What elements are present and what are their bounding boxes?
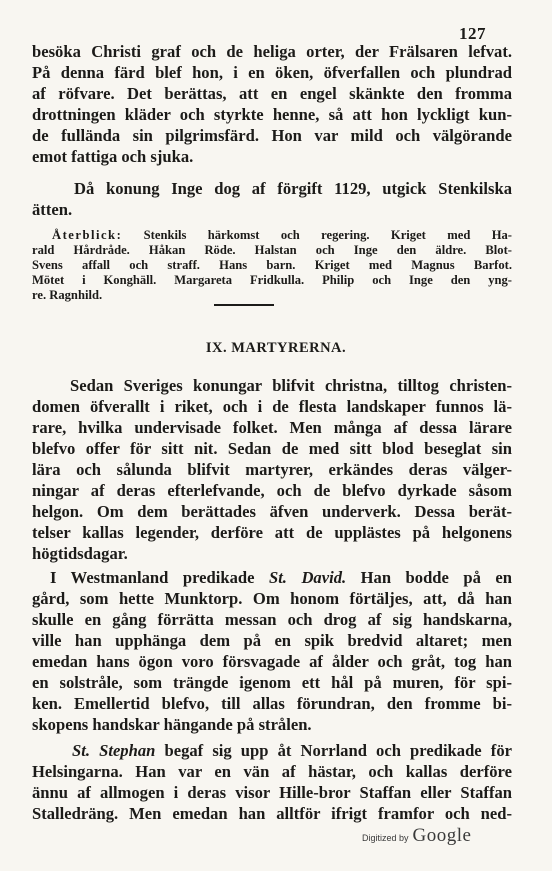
digitized-label: Digitized by xyxy=(362,833,409,843)
text-line: emedan hans ögon voro försvagade af ålder och gråt, tog han xyxy=(32,652,512,671)
text-line: skulle en gång förrätta messan och drog af sig handskarna, xyxy=(32,610,512,629)
saint-name: St. Stephan xyxy=(72,741,156,760)
text-line: skopens handskar hängande på strålen. xyxy=(32,715,312,734)
section-heading: IX. MARTYRERNA. xyxy=(205,340,347,356)
text-line: helgon. Om dem berättades äfven underverk. Dessa berät- xyxy=(32,502,512,521)
text-line: en solstråle, som trängde igenom ett hål på muren, för spi- xyxy=(32,673,512,692)
text-line: Helsingarna. Han var en vän af hästar, och kallas derföre xyxy=(32,762,512,781)
text-line: gård, som hette Munktorp. Om honom förtäljes, att, då han xyxy=(32,589,512,608)
recap-label: Återblick: xyxy=(52,228,123,242)
text-line: Då konung Inge dog af förgift 1129, utgick Stenkilska xyxy=(74,179,512,198)
google-logo: Google xyxy=(412,825,472,846)
text-line: besöka Christi graf och de heliga orter, der Frälsaren lefvat. xyxy=(32,42,512,61)
recap-line: Svens affall och straff. Hans barn. Kriget med Magnus Barfot. xyxy=(32,258,512,272)
text-line: emot fattiga och sjuka. xyxy=(32,147,194,166)
text-line: ännu af allmogen i deras visor Hille-bror Staffan eller Staffan xyxy=(32,783,512,802)
digitized-watermark xyxy=(362,825,471,847)
page-number: 127 xyxy=(459,24,486,43)
text-line: St. Stephan begaf sig upp åt Norrland och predikade för xyxy=(72,741,512,760)
text-line: högtidsdagar. xyxy=(32,544,128,563)
text-line: ken. Emellertid blefvo, till allas förundran, den fromme bi- xyxy=(32,694,512,713)
text-line: blefvo offer för sitt nit. Sedan de med sitt blod beseglat sin xyxy=(32,439,512,458)
text-line: domen öfverallt i riket, och i de flesta landskaper funnos lä- xyxy=(32,397,512,416)
saint-name: St. David. xyxy=(268,568,347,587)
text-line: de fulländа sin pilgrimsfärd. Hon var mild och välgörande xyxy=(32,126,512,145)
text-line: drottningen kläder och styrkte henne, så att hon lyckligt kun- xyxy=(32,105,512,124)
recap-line: Mötet i Konghäll. Margareta Fridkulla. Philip och Inge den yng- xyxy=(32,273,512,287)
text-line: rare, hvilka undervisade folket. Men många af dessa lärare xyxy=(32,418,512,437)
text-line: ville han upphänga dem på en spik bredvid altaret; men xyxy=(32,631,512,650)
recap-line: re. Ragnhild. xyxy=(32,288,103,302)
text-line: I Westmanland predikade St. David. Han bodde på en xyxy=(50,568,512,587)
text-line: lära och sålunda blifvit martyrer, erkändes deras välger- xyxy=(32,460,512,479)
text-line: Stalledräng. Men emedan han alltför ifrigt framfor och ned- xyxy=(32,804,512,823)
text-line: af röfvare. Det berättas, att en engel skänkte den fromma xyxy=(32,84,512,103)
section-divider xyxy=(214,304,274,306)
text-line: ätten. xyxy=(32,200,73,219)
text-line: På denna färd blef hon, i en öken, öfverfallen och plundrad xyxy=(32,63,512,82)
text-line: telser kallas legender, derföre att de upplästes på helgonens xyxy=(32,523,512,542)
recap-line: Återblick: Stenkils härkomst och regering. Kriget med Ha- xyxy=(52,228,513,242)
text-line: Sedan Sveriges konungar blifvit christna, tilltog christen- xyxy=(70,376,512,395)
recap-line: rald Hårdråde. Håkan Röde. Halstan och Inge den äldre. Blot- xyxy=(32,243,512,257)
text-line: ningar af deras efterlefvande, och de blefvo dyrkade såsom xyxy=(32,481,512,500)
